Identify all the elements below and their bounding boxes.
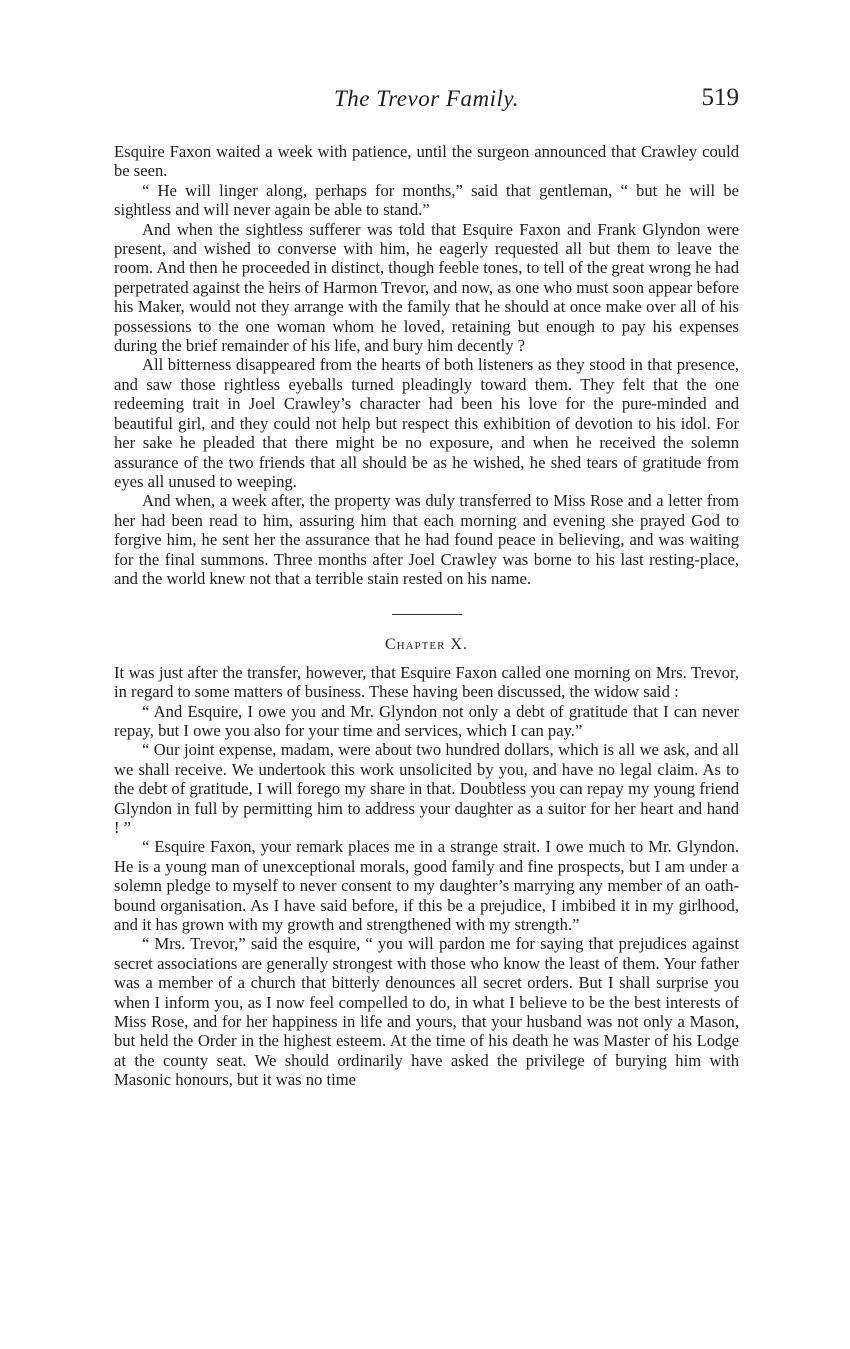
paragraph: “ And Esquire, I owe you and Mr. Glyndon not only a debt of gratitude that I can never repay, but I owe you also for your time and services, which I can pay.” bbox=[114, 701, 739, 740]
paragraph: It was just after the transfer, however, that Esquire Faxon called one morning on Mrs. Trevor, in regard to some matters of business. These having been discussed, the widow said : bbox=[114, 662, 739, 702]
page-number: 519 bbox=[701, 84, 739, 111]
body-text bbox=[114, 142, 739, 1090]
paragraph: “ Mrs. Trevor,” said the esquire, “ you will pardon me for saying that prejudices against secret associations are generally strongest with those who know the least of them. Your father was a member of a church that bitterly denounces all secret orders. But I shall surprise you when I inform you, as I now feel compelled to do, in what I believe to be the best interests of Miss Rose, and for her happiness in life and yours, that your husband was not only a Mason, but held the Order in the highest esteem. At the time of his death he was Master of his Lodge at the county seat. We should ordinarily have asked the privilege of burying him with Masonic honours, but it was no time bbox=[114, 934, 739, 1090]
running-title: The Trevor Family. bbox=[333, 86, 520, 111]
paragraph: “ Our joint expense, madam, were about two hundred dollars, which is all we ask, and all we shall receive. We undertook this work unsolicited by you, and have no legal claim. As to the debt of gratitude, I will forego my share in that. Doubtless you can repay my young friend Glyndon in full by permitting him to address your daughter as a suitor for her heart and hand ! ” bbox=[114, 740, 739, 837]
paragraph: “ Esquire Faxon, your remark places me in a strange strait. I owe much to Mr. Glyndon. He is a young man of unexceptional morals, good family and fine prospects, but I am under a solemn pledge to myself to never consent to my daughter’s marrying any member of an oath-bound organisation. As I have said before, if this be a prejudice, I imbibed it in my girlhood, and it has grown with my growth and strengthened with my strength.” bbox=[114, 837, 739, 935]
paragraph: “ He will linger along, perhaps for months,” said that gentleman, “ but he will be sightless and will never again be able to stand.” bbox=[114, 180, 739, 220]
paragraph: And when, a week after, the property was duly transferred to Miss Rose and a letter from her had been read to him, assuring him that each morning and evening she prayed God to forgive him, he sent her the assurance that he had found peace in believing, and was waiting for the final summons. Three months after Joel Crawley was borne to his last resting-place, and the world knew not that a terrible stain rested on his name. bbox=[114, 491, 739, 588]
chapter-heading: Chapter X. bbox=[384, 636, 468, 654]
running-header bbox=[114, 80, 739, 116]
paragraph: All bitterness disappeared from the hearts of both listeners as they stood in that presence, and saw those rightless eyeballs turned pleadingly toward them. They felt that the one redeeming trait in Joel Crawley’s character had been his love for the pure-minded and beautiful girl, and they could not help but respect this exhibition of devotion to his idol. For her sake he pleaded that there might be no exposure, and when he received the solemn assurance of the two friends that all should be as he wished, he shed tears of gratitude from eyes all unused to weeping. bbox=[114, 355, 739, 491]
section-divider bbox=[392, 614, 462, 615]
paragraph: And when the sightless sufferer was told that Esquire Faxon and Frank Glyndon were present, and wished to converse with him, he eagerly requested all but them to leave the room. And then he proceeded in distinct, though feeble tones, to tell of the great wrong he had perpetrated against the heirs of Harmon Trevor, and now, as one who must soon appear before his Maker, would not they arrange with the family that he should at once make over all of his possessions to the one woman whom he loved, retaining but enough to pay his expenses during the brief remainder of his life, and bury him decently ? bbox=[114, 219, 739, 356]
paragraph: Esquire Faxon waited a week with patience, until the surgeon announced that Crawley could be seen. bbox=[114, 142, 739, 181]
